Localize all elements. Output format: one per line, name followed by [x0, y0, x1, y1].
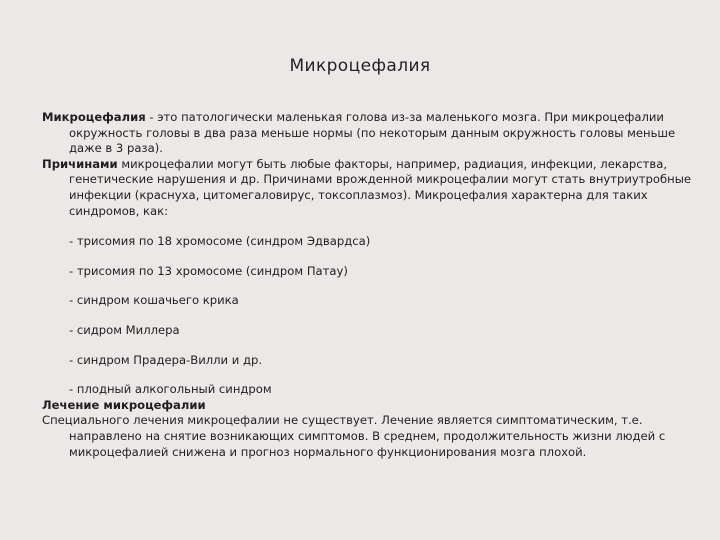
- syndrome-list-item: - синдром Прадера-Вилли и др.: [69, 352, 263, 367]
- definition-paragraph: [42, 110, 694, 157]
- syndrome-list-item: - трисомия по 18 хромосоме (синдром Эдвардса): [69, 234, 371, 249]
- causes-lead: Причинами: [42, 156, 118, 171]
- definition-lead: Микроцефалия: [42, 110, 146, 124]
- treatment-heading: Лечение микроцефалии: [42, 397, 206, 412]
- syndrome-list-item: - плодный алкогольный синдром: [69, 382, 272, 397]
- syndrome-list-item: - сидром Миллера: [69, 322, 180, 337]
- causes-paragraph: [42, 157, 694, 219]
- slide-title: Микроцефалия: [289, 56, 431, 76]
- syndrome-list-item: - трисомия по 13 хромосоме (синдром Патау): [69, 263, 348, 278]
- treatment-paragraph: Специального лечения микроцефалии не существует. Лечение является симптоматическим, т.е. направлено на снятие возникающих симптомов. В среднем, продолжительность жизни людей с микроцефалией снижена и прогноз нормального функционирования мозга плохой.: [42, 413, 666, 459]
- causes-text: микроцефалии могут быть любые факторы, например, радиация, инфекции, лекарства, генетические нарушения и др. Причинами врожденной микроцефалии могут стать внутриутробные инфекции (краснуха, цитомегаловирус, токсоплазмоз). Микроцефалия характерна для таких синдромов, как:: [69, 156, 692, 218]
- syndrome-list-item: - синдром кошачьего крика: [69, 293, 239, 308]
- slide-content: [42, 110, 694, 460]
- definition-text: - это патологически маленькая голова из-за маленького мозга. При микроцефалии окружность головы в два раза меньше нормы (по некоторым данным окружность головы меньше даже в 3 раза).: [69, 110, 676, 156]
